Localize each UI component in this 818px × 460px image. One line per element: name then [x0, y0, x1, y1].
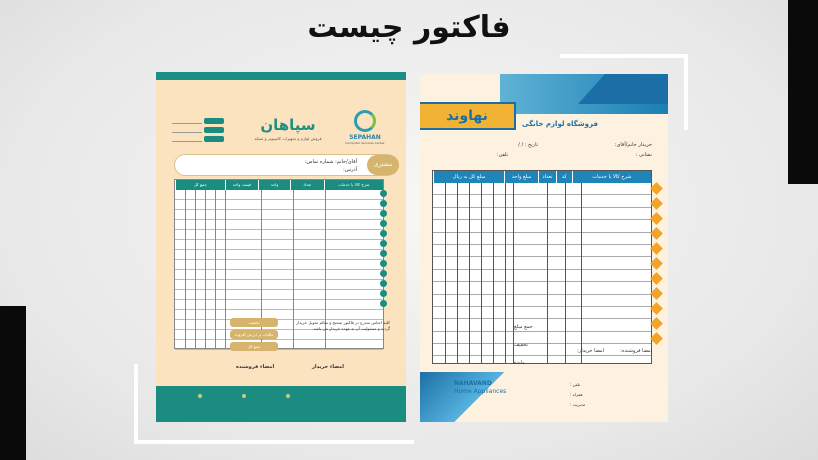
nahavand-invoice	[420, 74, 668, 422]
row-marker-icon	[380, 290, 387, 297]
table-row	[433, 282, 651, 294]
logo-text: SEPAHAN	[349, 134, 381, 141]
row-marker-icon	[380, 280, 387, 287]
frame-line	[134, 364, 138, 444]
row-marker-icon	[380, 200, 387, 207]
grand-total-box: جمع کل	[230, 342, 278, 351]
table-row	[175, 300, 383, 310]
meta-row	[172, 118, 224, 124]
table-row	[433, 344, 651, 356]
sepahan-logo	[340, 110, 390, 145]
row-marker-icon	[650, 332, 663, 345]
bottom-bar	[156, 386, 406, 422]
column-divider	[195, 190, 196, 348]
row-marker-icon	[380, 240, 387, 247]
column-header: مبلغ واحد	[504, 171, 538, 183]
nahavand-logo	[420, 102, 516, 130]
column-divider	[505, 183, 506, 363]
logo-subtext: Computer Services Center	[345, 141, 385, 145]
column-divider	[457, 183, 458, 363]
table-row	[175, 240, 383, 250]
column-header: واحد	[258, 180, 290, 190]
column-header: کد	[556, 171, 572, 183]
footer	[420, 372, 668, 422]
logo-circle-icon	[354, 110, 376, 132]
table-row	[175, 290, 383, 300]
row-marker-icon	[650, 287, 663, 300]
customer-pill: مشتری	[367, 155, 399, 175]
row-marker-icon	[380, 210, 387, 217]
column-divider	[481, 183, 482, 363]
row-marker-icon	[650, 317, 663, 330]
table-row	[433, 332, 651, 344]
seller-signature-label: امضا فروشنده:	[620, 348, 652, 354]
table-row	[175, 200, 383, 210]
footer-subbrand: Home Appliances	[454, 388, 507, 395]
table-header	[175, 180, 383, 190]
column-divider	[445, 183, 446, 363]
column-divider	[215, 190, 216, 348]
table-row	[433, 183, 651, 195]
table-row	[433, 295, 651, 307]
table-row	[175, 260, 383, 270]
vat-box: مالیات بر ارزش افزوده	[230, 330, 278, 339]
footer-mobile: همراه :	[570, 392, 583, 397]
column-divider	[565, 183, 566, 363]
table-row	[433, 233, 651, 245]
buyer-signature-label: امضا خریدار:	[577, 348, 604, 354]
column-divider	[513, 183, 514, 363]
brand-tagline: فروش لوازم و تجهیزات کامپیوتر و شبکه	[254, 136, 322, 141]
row-marker-icon	[650, 242, 663, 255]
column-divider	[547, 183, 548, 363]
row-marker-icon	[650, 257, 663, 270]
frame-line	[684, 54, 688, 130]
table-row	[175, 270, 383, 280]
row-marker-icon	[380, 260, 387, 267]
column-header: جمع کل	[175, 180, 225, 190]
table-row	[175, 210, 383, 220]
items-table	[432, 170, 652, 364]
column-header: تعداد	[538, 171, 556, 183]
table-row	[433, 257, 651, 269]
sum-label: جمع مبلغ	[514, 324, 533, 330]
discount-label: تخفیف	[514, 342, 528, 348]
row-marker-icon	[650, 272, 663, 285]
meta-row	[172, 136, 224, 142]
column-header: مبلغ کل به ریال	[433, 171, 504, 183]
table-row	[175, 230, 383, 240]
column-header: قیمت واحد	[225, 180, 259, 190]
address-field: نشانی :	[635, 152, 652, 158]
sepahan-invoice	[156, 72, 406, 422]
row-marker-icon	[380, 270, 387, 277]
column-divider	[469, 183, 470, 363]
seller-signature-label: امضاء فروشنده	[236, 364, 275, 370]
column-header: شرح کالا یا خدمات	[324, 180, 383, 190]
brand-block	[246, 116, 330, 141]
footer-brand: NAHAVAND	[454, 380, 492, 387]
column-divider	[205, 190, 206, 348]
corner-block-bottom-left	[0, 306, 26, 460]
column-divider	[493, 183, 494, 363]
terms-note: کلیه اجناس مندرج در فاکتور صحیح و سالم تحویل خریدار گردید و مسئولیت آن به عهده خریدار می باشد.	[296, 320, 390, 331]
invoice-meta	[172, 118, 224, 145]
totals-block	[230, 318, 278, 354]
discount-box: تخفیف	[230, 318, 278, 327]
table-header	[433, 171, 651, 183]
row-marker-icon	[380, 230, 387, 237]
table-row	[175, 340, 383, 350]
row-marker-icon	[380, 250, 387, 257]
store-name: فروشگاه لوازم خانگی	[522, 120, 598, 128]
row-markers	[652, 184, 662, 349]
table-row	[433, 245, 651, 257]
row-markers	[380, 190, 388, 310]
brand-name: سپاهان	[260, 116, 316, 134]
top-bar	[156, 72, 406, 80]
customer-box	[174, 154, 398, 176]
address-field: آدرس:	[343, 167, 357, 173]
table-row	[433, 270, 651, 282]
column-divider	[185, 190, 186, 348]
date-field: تاریخ : / /	[518, 142, 538, 148]
column-divider	[225, 190, 226, 348]
row-marker-icon	[650, 182, 663, 195]
phone-field: تلفن:	[496, 152, 508, 158]
footer-manager: مدیریت :	[570, 402, 586, 407]
table-row	[433, 220, 651, 232]
table-row	[433, 319, 651, 331]
customer-fields: آقای/خانم: شماره تماس:	[304, 159, 357, 165]
remaining-label: مانده	[514, 360, 525, 366]
frame-line	[560, 54, 688, 58]
row-marker-icon	[380, 300, 387, 307]
row-marker-icon	[650, 212, 663, 225]
table-row	[433, 195, 651, 207]
table-row	[175, 190, 383, 200]
row-marker-icon	[380, 190, 387, 197]
table-row	[175, 310, 383, 320]
column-header: تعداد	[290, 180, 324, 190]
brand-name: نهاوند	[446, 108, 488, 124]
table-rows	[433, 183, 651, 363]
table-row	[433, 208, 651, 220]
table-row	[433, 307, 651, 319]
table-row	[175, 250, 383, 260]
buyer-signature-label: امضاء خریدار	[312, 364, 344, 370]
row-marker-icon	[650, 197, 663, 210]
table-row	[175, 220, 383, 230]
table-row	[175, 280, 383, 290]
buyer-field: خریدار خانم/آقای:	[614, 142, 652, 148]
column-divider	[581, 183, 582, 363]
row-marker-icon	[650, 227, 663, 240]
row-marker-icon	[650, 302, 663, 315]
page-title: فاکتور چیست	[307, 10, 511, 45]
footer-phone: تلفن :	[570, 382, 581, 387]
row-marker-icon	[380, 220, 387, 227]
column-header: شرح کالا یا خدمات	[572, 171, 651, 183]
frame-line	[134, 440, 414, 444]
meta-row	[172, 127, 224, 133]
